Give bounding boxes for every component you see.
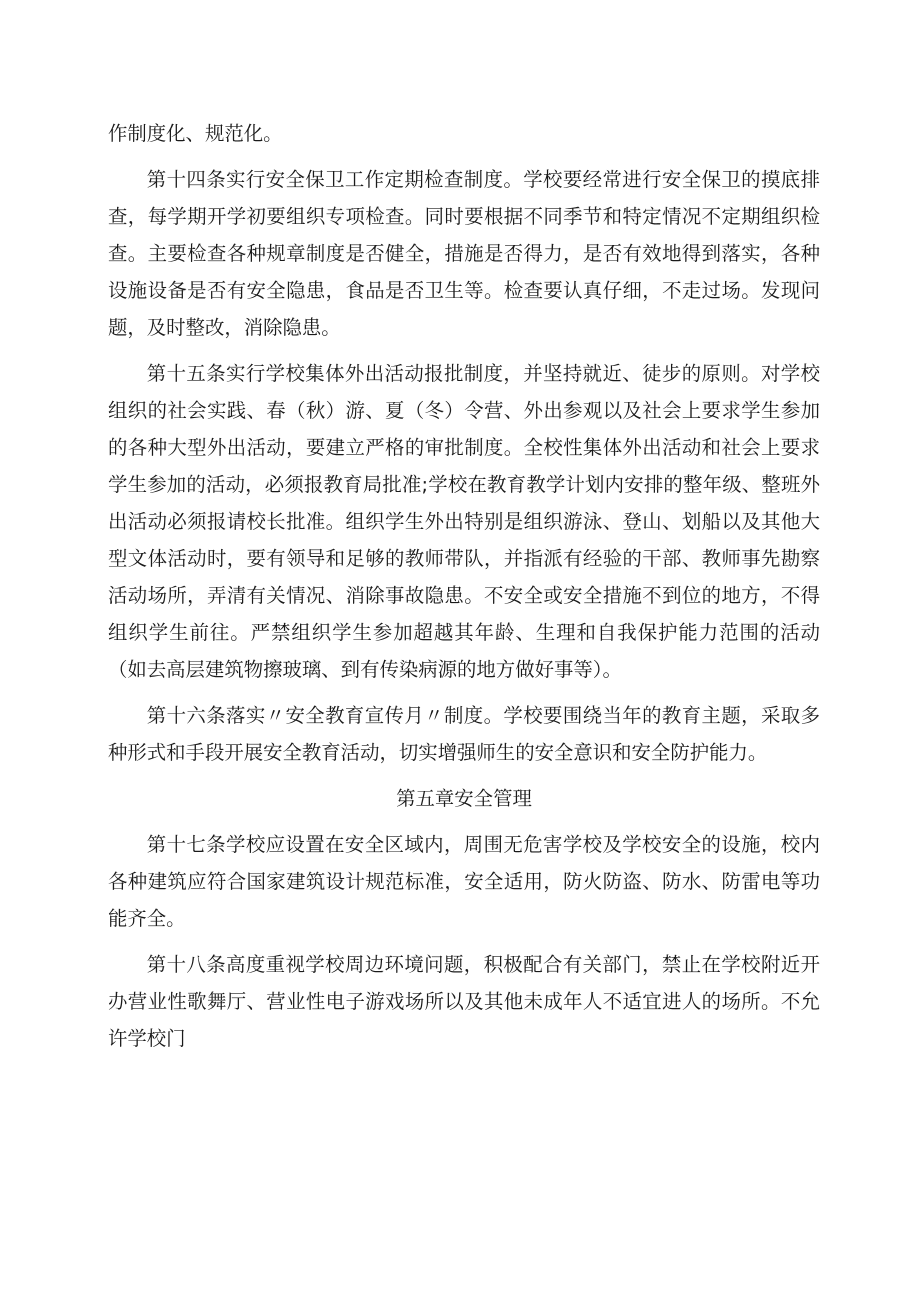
article-16-paragraph: 第十六条落实〃安全教育宣传月〃制度。学校要围绕当年的教育主题，采取多种形式和手段开展安全教育活动，切实增强师生的安全意识和安全防护能力。: [108, 704, 820, 764]
document-body: [108, 115, 820, 1066]
article-17-paragraph: 第十七条学校应设置在安全区域内，周围无危害学校及学校安全的设施，校内各种建筑应符合国家建筑设计规范标准，安全适用，防火防盗、防水、防雷电等功能齐全。: [108, 833, 820, 930]
article-18-paragraph: 第十八条高度重视学校周边环境问题，积极配合有关部门，禁止在学校附近开办营业性歌舞厅、营业性电子游戏场所以及其他未成年人不适宜进人的场所。不允许学校门: [108, 953, 820, 1050]
article-15-paragraph: 第十五条实行学校集体外出活动报批制度，并坚持就近、徒步的原则。对学校组织的社会实践、春（秋）游、夏（冬）令营、外出参观以及社会上要求学生参加的各种大型外出活动，要建立严格的审批制度。全校性集体外出活动和社会上要求学生参加的活动，必须报教育局批准;学校在教育教学计划内安排的整年级、整班外出活动必须报请校长批准。组织学生外出特别是组织游泳、登山、划船以及其他大型文体活动时，要有领导和足够的教师带队，并指派有经验的干部、教师事先勘察活动场所，弄清有关情况、消除事故隐患。不安全或安全措施不到位的地方，不得组织学生前往。严禁组织学生参加超越其年龄、生理和自我保护能力范围的活动（如去高层建筑物擦玻璃、到有传染病源的地方做好事等）。: [108, 362, 820, 681]
article-14-paragraph: 第十四条实行安全保卫工作定期检查制度。学校要经常进行安全保卫的摸底排查，每学期开学初要组织专项检查。同时要根据不同季节和特定情况不定期组织检查。主要检查各种规章制度是否健全，措施是否得力，是否有效地得到落实，各种设施设备是否有安全隐患，食品是否卫生等。检查要认真仔细，不走过场。发现问题，及时整改，消除隐患。: [108, 168, 820, 339]
chapter-heading: 第五章安全管理: [396, 787, 532, 810]
paragraph-continuation: 作制度化、规范化。: [108, 122, 283, 145]
